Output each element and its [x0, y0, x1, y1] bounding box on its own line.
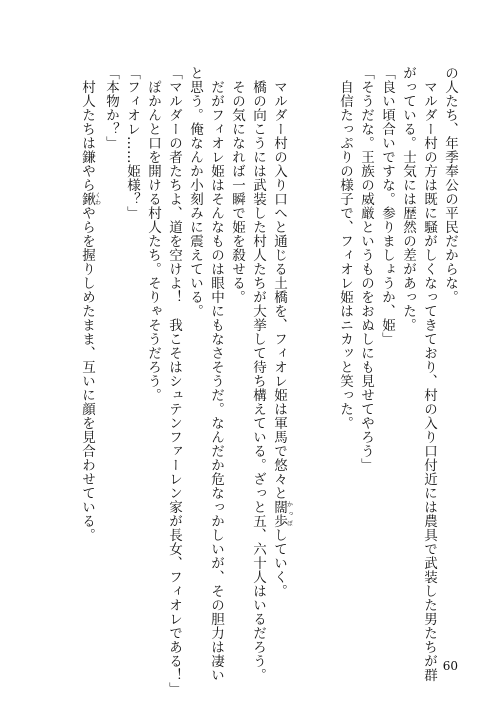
text-line: 自信たっぷりの様子で、フィオレ姫はニカッと笑った。	[337, 80, 353, 430]
line-text: マルダー村の入り口へと通じる土橋を、フィオレ姫は軍馬で悠々と	[271, 80, 287, 500]
text-line: と思う。俺なんか小刻みに震えている。	[187, 66, 203, 318]
text-line	[76, 66, 100, 626]
text-line: その気になれば一瞬で姫を殺せる。	[229, 80, 245, 304]
line-text: やらを握りしめたまま、互いに顔を見合わせている。	[79, 206, 95, 542]
ruby-base: 闊歩	[271, 500, 287, 528]
line-text: 村人たちは鎌やら	[79, 80, 95, 192]
text-line: 橋の向こうには武装した村人たちが大挙して待ち構えている。ざっと五、六十人はいるだろう。	[250, 80, 266, 682]
text-line: マルダー村の方は既に騒がしくなってきており、村の入り口付近には農具で武装した男たちが群	[421, 80, 437, 682]
text-line: 「フィオレ……姫様？」	[124, 66, 140, 220]
ruby-base: 鍬	[79, 192, 95, 206]
text-line: 「マルダーの者たちよ、道を空けよ！ 我こそはシュテンファーレン家が長女、フィオレである！」	[166, 66, 182, 696]
text-line	[268, 66, 292, 626]
text-line: がっている。士気には歴然の差があった。	[400, 66, 416, 332]
text-line: 「そうだな。王族の威厳というものをおぬしにも見せてやろう」	[358, 66, 374, 472]
text-line: ぽかんと口を開ける村人たち。そりゃそうだろう。	[145, 80, 161, 402]
line-text: していく。	[271, 528, 287, 598]
ruby-reading: くわ	[93, 192, 101, 206]
ruby-reading: かっぽ	[285, 500, 293, 528]
blank-line	[313, 66, 334, 626]
blank-line	[292, 66, 313, 626]
text-line: だがフィオレ姫はそんなものは眼中にもなさそうだ。なんだか危なっかしいが、その胆力は凄い	[208, 80, 224, 682]
ruby-kappo	[271, 500, 293, 528]
text-line: の人たち、年季奉公の平民だからな。	[442, 66, 458, 304]
ruby-kuwa	[79, 192, 101, 206]
text-line: 「本物か？」	[103, 66, 119, 150]
text-line: 「良い頃合いですな。参りましょうか、姫」	[379, 66, 395, 346]
page-number: 60	[442, 659, 458, 673]
